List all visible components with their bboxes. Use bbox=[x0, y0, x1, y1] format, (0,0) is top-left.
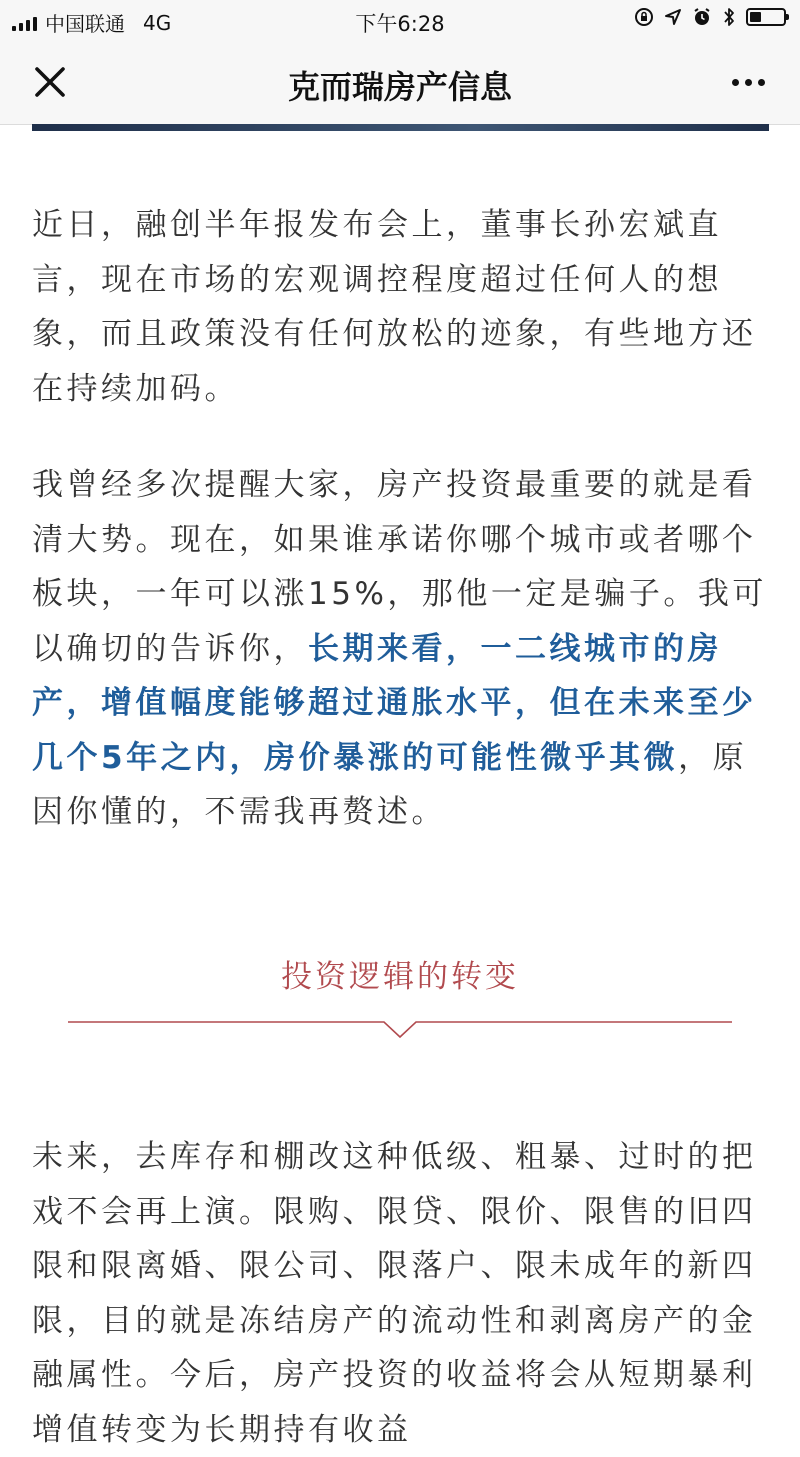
network-type: 4G bbox=[143, 10, 172, 35]
article-banner-image bbox=[32, 124, 769, 131]
status-time: 下午6:28 bbox=[355, 12, 445, 36]
status-right bbox=[634, 7, 786, 27]
section-divider bbox=[68, 1017, 732, 1041]
page-title: 克而瑞房产信息 bbox=[287, 68, 512, 106]
nav-bar bbox=[0, 40, 800, 125]
carrier-name: 中国联通 bbox=[45, 12, 125, 36]
more-button[interactable] bbox=[724, 62, 772, 102]
section-title: 投资逻辑的转变 bbox=[281, 959, 519, 995]
status-bar bbox=[0, 0, 800, 40]
rotation-lock-icon bbox=[634, 7, 654, 27]
article-paragraph-2 bbox=[32, 458, 768, 840]
paragraph-2-lead: 我曾经多次提醒大家，房产投资最重要的就是看清大势。现在，如果谁承诺你哪个城市或者哪个板块，一年可以涨15%，那他一定是骗子。我可以确切的告诉你， bbox=[32, 467, 767, 667]
paragraph-2-tail: ，原因你懂的，不需我再赘述。 bbox=[32, 739, 748, 830]
article-paragraph-3: 未来，去库存和棚改这种低级、粗暴、过时的把戏不会再上演。限购、限贷、限价、限售的旧四限和限离婚、限公司、限落户、限未成年的新四限，目的就是冻结房产的流动性和剥离房产的金融属性。今后，房产投资的收益将会从短期暴利增值转变为长期持有收益 bbox=[32, 1139, 757, 1448]
more-dot bbox=[758, 79, 765, 86]
more-dots-icon bbox=[732, 79, 739, 86]
article-paragraph-1: 近日，融创半年报发布会上，董事长孙宏斌直言，现在市场的宏观调控程度超过任何人的想象，而且政策没有任何放松的迹象，有些地方还在持续加码。 bbox=[32, 207, 757, 407]
battery-icon bbox=[746, 8, 786, 26]
more-dot bbox=[745, 79, 752, 86]
paragraph-2-highlight: 长期来看，一二线城市的房产，增值幅度能够超过通胀水平，但在未来至少几个5年之内，房价暴涨的可能性微乎其微 bbox=[32, 630, 757, 776]
bluetooth-icon bbox=[722, 7, 736, 27]
location-arrow-icon bbox=[664, 8, 682, 26]
battery-level-fill bbox=[750, 12, 761, 22]
alarm-clock-icon bbox=[692, 7, 712, 27]
